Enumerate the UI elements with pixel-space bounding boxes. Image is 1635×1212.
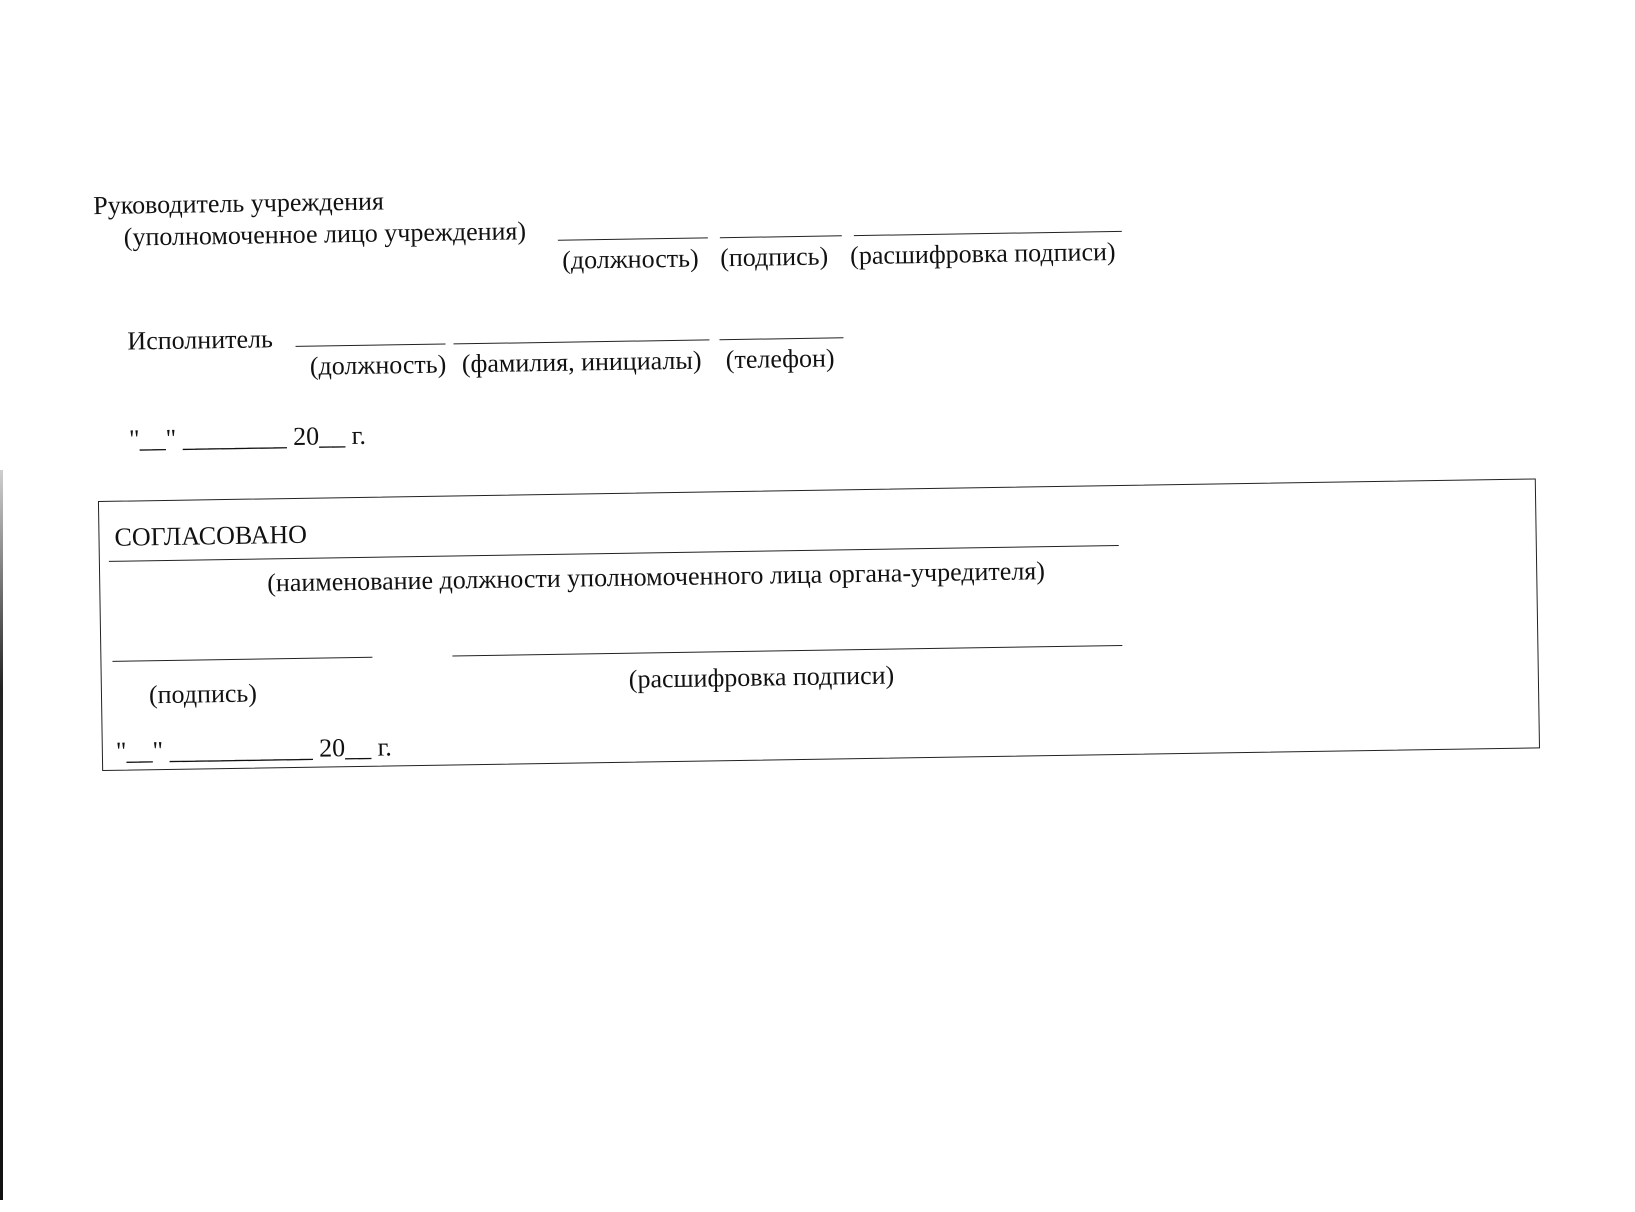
executor-caption-position: (должность) (309, 349, 447, 381)
approval-title: СОГЛАСОВАНО (114, 519, 308, 552)
approval-caption-signature: (подпись) (148, 678, 258, 710)
head-signature-line (720, 235, 842, 238)
date-line-1: "__" ________ 20__ г. (128, 420, 367, 454)
approval-caption-position: (наименование должности уполномоченного лица органа-учредителя) (267, 556, 1046, 598)
executor-label: Исполнитель (127, 324, 274, 356)
head-subtitle: (уполномоченное лицо учреждения) (123, 216, 527, 252)
head-position-line (558, 237, 708, 240)
executor-position-line (296, 344, 446, 347)
head-title: Руководитель учреждения (93, 186, 385, 221)
head-caption-decoding: (расшифровка подписи) (849, 237, 1116, 271)
executor-phone-line (719, 337, 843, 340)
approval-caption-decoding: (расшифровка подписи) (628, 660, 895, 694)
executor-caption-phone: (телефон) (725, 343, 835, 375)
head-decoding-line (854, 231, 1122, 236)
approval-box (98, 478, 1540, 771)
executor-name-line (453, 339, 709, 344)
executor-caption-name: (фамилия, инициалы) (461, 345, 702, 379)
approval-date-line: "__" ___________ 20__ г. (115, 732, 393, 766)
head-caption-signature: (подпись) (719, 241, 829, 273)
head-caption-position: (должность) (561, 243, 699, 275)
